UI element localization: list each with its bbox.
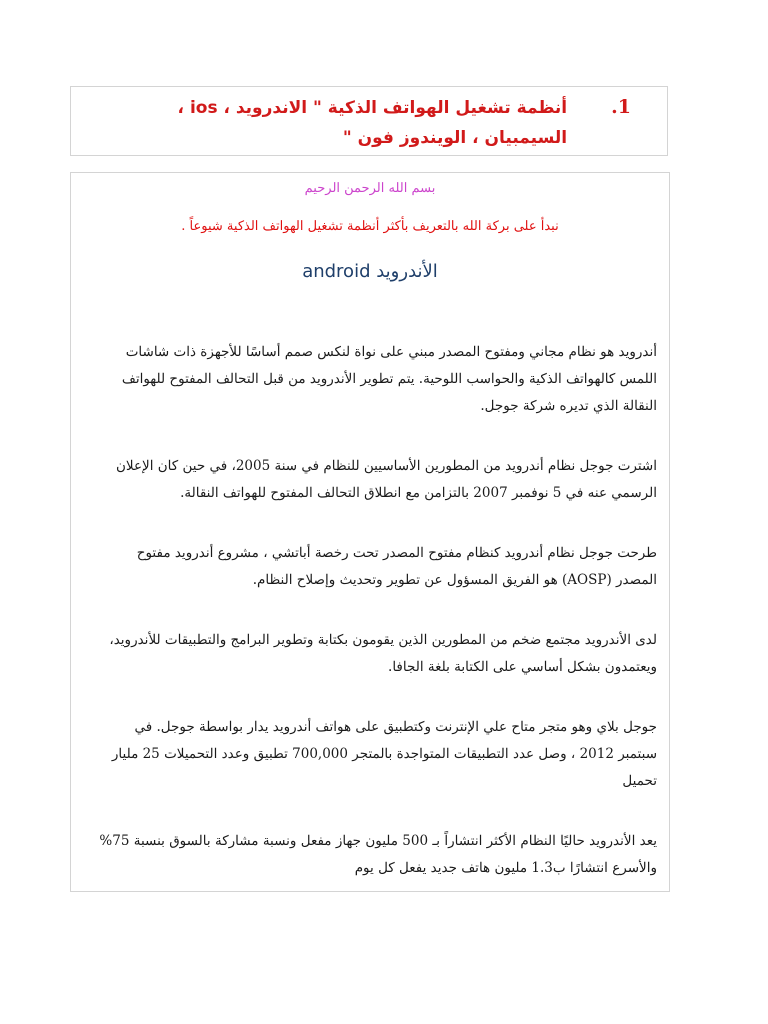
bismillah: بسم الله الرحمن الرحيم <box>304 181 436 196</box>
list-number: 1. <box>611 96 631 118</box>
title-row <box>131 93 631 153</box>
document-title: أنظمة تشغيل الهواتف الذكية " الاندرويد ، ios ، السيمبيان ، الويندوز فون " <box>177 98 568 148</box>
paragraph-acquisition: اشترت جوجل نظام أندرويد من المطورين الأساسيين للنظام في سنة 2005، في حين كان الإعلان الرسمي عنه في 5 نوفمبر 2007 بالتزامن مع انطلاق التحالف المفتوح للهواتف النقالة. <box>115 458 657 501</box>
intro-line: نبدأ على بركة الله بالتعريف بأكثر أنظمة تشغيل الهواتف الذكية شيوعاً . <box>181 219 559 234</box>
paragraph-developers: لدى الأندرويد مجتمع ضخم من المطورين الذين يقومون بكتابة وتطوير البرامج والتطبيقات للأندرويد، ويعتمدون بشكل أساسي على الكتابة بلغة الجافا. <box>109 632 657 675</box>
section-heading: الأندرويد android <box>302 261 438 282</box>
paragraph-google-play: جوجل بلاي وهو متجر متاح علي الإنترنت وكتطبيق على هواتف أندرويد يدار بواسطة جوجل. في سبتمبر 2012 ، وصل عدد التطبيقات المتواجدة بالمتجر 700,000 تطبيق وعدد التحميلات 25 مليار تحميل <box>111 719 657 789</box>
paragraph-definition: أندرويد هو نظام مجاني ومفتوح المصدر مبني على نواة لنكس صمم أساسًا للأجهزة ذات شاشات اللمس كالهواتف الذكية والحواسب اللوحية. يتم تطوير الأندرويد من قبل التحالف المفتوح للهواتف النقالة الذي تديره شركة جوجل. <box>121 344 657 414</box>
paragraph-market-share: يعد الأندرويد حاليًا النظام الأكثر انتشاراً بـ 500 مليون جهاز مفعل ونسبة مشاركة بالسوق بنسبة 75% والأسرع انتشارًا ب1.3 مليون هاتف جديد يفعل كل يوم <box>99 833 657 876</box>
paragraph-open-source: طرحت جوجل نظام أندرويد كنظام مفتوح المصدر تحت رخصة أباتشي ، مشروع أندرويد مفتوح المصدر (AOSP) هو الفريق المسؤول عن تطوير وتحديث وإصلاح النظام. <box>136 545 657 588</box>
paragraphs <box>95 339 657 915</box>
content-box <box>70 172 670 892</box>
title-box <box>70 86 668 156</box>
